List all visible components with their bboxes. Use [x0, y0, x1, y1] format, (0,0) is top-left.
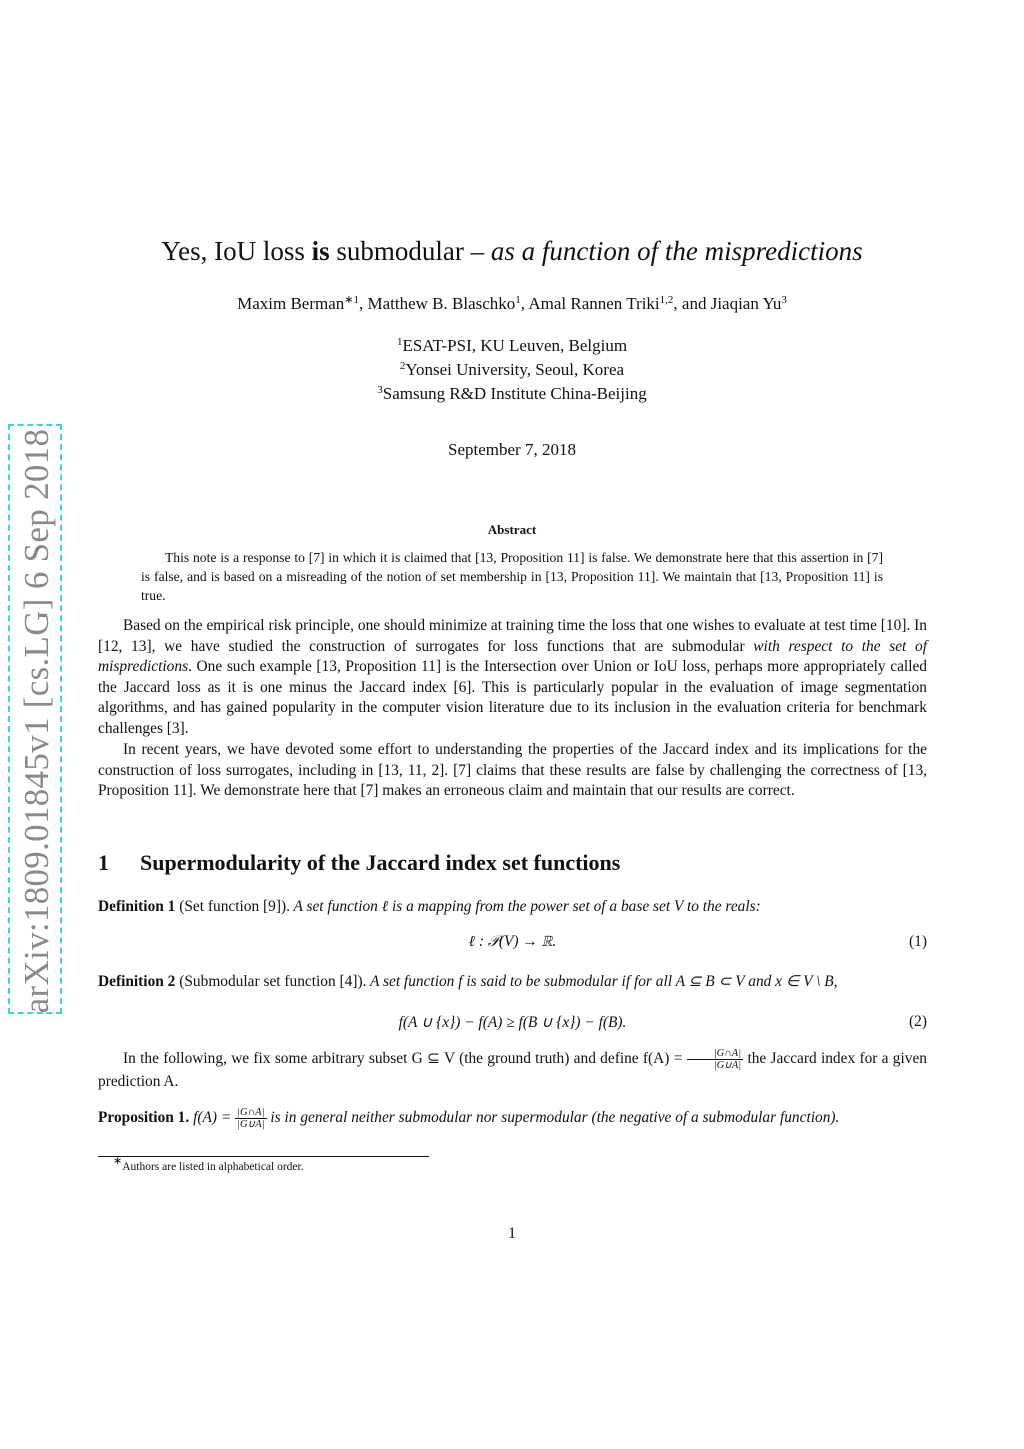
- author-3: , Amal Rannen Triki: [520, 294, 660, 313]
- intro-p1-a: Based on the empirical risk principle, one should minimize at training time the loss that one wishes to evaluate at test time [10]. In [12, 13], we have studied the construction of surrogates for loss functions that are submodular: [98, 617, 927, 655]
- jaccard-fraction-bottom: |G∪A|: [713, 1060, 742, 1071]
- proposition-1-label: Proposition 1.: [98, 1109, 190, 1126]
- ground-truth-paragraph: [98, 1048, 927, 1093]
- definition-1-name: (Set function [9]).: [175, 898, 290, 915]
- definition-2-name: (Submodular set function [4]).: [175, 973, 367, 990]
- para3-b: the Jaccard index for a given prediction A.: [98, 1050, 928, 1090]
- equation-1-expr: ℓ : 𝒫(V) → ℝ.: [468, 933, 557, 950]
- jaccard-fraction-top: |G∩A|: [687, 1048, 743, 1060]
- proposition-fraction-top: |G∩A|: [235, 1107, 266, 1119]
- footnote-text: Authors are listed in alphabetical order.: [122, 1161, 304, 1173]
- author-1-sup: ∗1: [344, 294, 359, 306]
- proposition-fraction-bottom: |G∪A|: [237, 1118, 265, 1130]
- affiliation-2: [0, 360, 1024, 380]
- equation-2-number: (2): [909, 1013, 927, 1030]
- affiliation-1-text: ESAT-PSI, KU Leuven, Belgium: [402, 336, 628, 355]
- proposition-fraction: [235, 1107, 266, 1130]
- affiliation-1-sup: 1: [396, 336, 403, 348]
- section-heading: [98, 850, 620, 876]
- arxiv-stamp-text: arXiv:1809.01845v1 [cs.LG] 6 Sep 2018: [17, 428, 56, 1014]
- abstract-text: This note is a response to [7] in which it is claimed that [13, Proposition 11] is false. We demonstrate here that this assertion in [7] is false, and is based on a misreading of the notion of set membership in [13, Proposition 11]. We maintain that [13, Proposition 11] is true.: [141, 550, 883, 603]
- footnote-symbol: ∗: [113, 1155, 123, 1167]
- author-list: [0, 294, 1024, 314]
- author-2: , Matthew B. Blaschko: [359, 294, 516, 313]
- intro-p1-italic: with respect to the set of mispredictions: [98, 637, 927, 676]
- intro-p1-b: . One such example [13, Proposition 11] is the Intersection over Union or IoU loss, perhaps more appropriately called the Jaccard loss as it is one minus the Jaccard index [6]. This is particularly popular in the evaluation of image segmentation algorithms, and has gained popularity in the computer vision literature due to its inclusion in the evaluation criteria for benchmark challenges [3].: [98, 658, 927, 737]
- equation-2-expr: f(A ∪ {x}) − f(A) ≥ f(B ∪ {x}) − f(B).: [398, 1014, 627, 1031]
- footnote: [113, 1155, 304, 1173]
- section-title: Supermodularity of the Jaccard index set functions: [140, 850, 621, 875]
- definition-1-text: A set function ℓ is a mapping from the power set of a base set V to the reals:: [289, 898, 761, 915]
- proposition-1: [98, 1106, 927, 1130]
- para3-a: In the following, we fix some arbitrary subset G ⊆ V (the ground truth) and define f(A) =: [123, 1050, 687, 1068]
- affiliation-3: [0, 384, 1024, 404]
- affiliation-2-sup: 2: [399, 360, 406, 372]
- paper-title: [0, 236, 1024, 267]
- equation-2: [98, 1013, 927, 1035]
- abstract-body: [141, 548, 883, 605]
- title-part2: submodular –: [329, 236, 491, 266]
- definition-1: [98, 896, 927, 917]
- author-2-sup: 1: [515, 294, 521, 306]
- title-italic: as a function of the mispredictions: [490, 236, 863, 266]
- intro-paragraph-1: [98, 616, 927, 740]
- affiliation-1: [0, 336, 1024, 356]
- author-4-sup: 3: [781, 294, 787, 306]
- intro-p2: In recent years, we have devoted some effort to understanding the properties of the Jaccard index and its implications for the construction of loss surrogates, including in [13, 11, 2]. [7] claims that these results are false by challenging the correctness of [13, Proposition 11]. We demonstrate here that [7] makes an erroneous claim and maintain that our results are correct.: [98, 741, 927, 800]
- page-number: 1: [508, 1225, 516, 1242]
- arxiv-stamp: [8, 424, 62, 1014]
- definition-2-label: Definition 2: [98, 973, 176, 990]
- proposition-1-b: is in general neither submodular nor supermodular (the negative of a submodular function).: [266, 1109, 840, 1126]
- author-4: , and Jiaqian Yu: [673, 294, 782, 313]
- intro-paragraph-2: [98, 740, 927, 802]
- paper-date: September 7, 2018: [448, 440, 576, 459]
- title-bold: is: [311, 236, 330, 266]
- author-1: Maxim Berman: [237, 294, 345, 313]
- affiliation-2-text: Yonsei University, Seoul, Korea: [405, 360, 625, 379]
- definition-2: [98, 971, 927, 992]
- footnote-rule: [98, 1156, 429, 1157]
- affiliation-3-sup: 3: [377, 384, 383, 396]
- title-part1: Yes, IoU loss: [161, 236, 312, 266]
- definition-1-label: Definition 1: [98, 898, 176, 915]
- proposition-1-a: f(A) =: [189, 1109, 236, 1126]
- jaccard-fraction: [687, 1048, 743, 1071]
- definition-2-text: A set function f is said to be submodular if for all A ⊆ B ⊂ V and x ∈ V \ B,: [366, 973, 838, 990]
- equation-1: [98, 933, 927, 955]
- abstract-heading: Abstract: [487, 522, 537, 537]
- author-3-sup: 1,2: [659, 294, 674, 306]
- affiliation-3-text: Samsung R&D Institute China-Beijing: [382, 384, 647, 403]
- equation-1-number: (1): [909, 933, 927, 950]
- section-number: 1: [98, 850, 109, 875]
